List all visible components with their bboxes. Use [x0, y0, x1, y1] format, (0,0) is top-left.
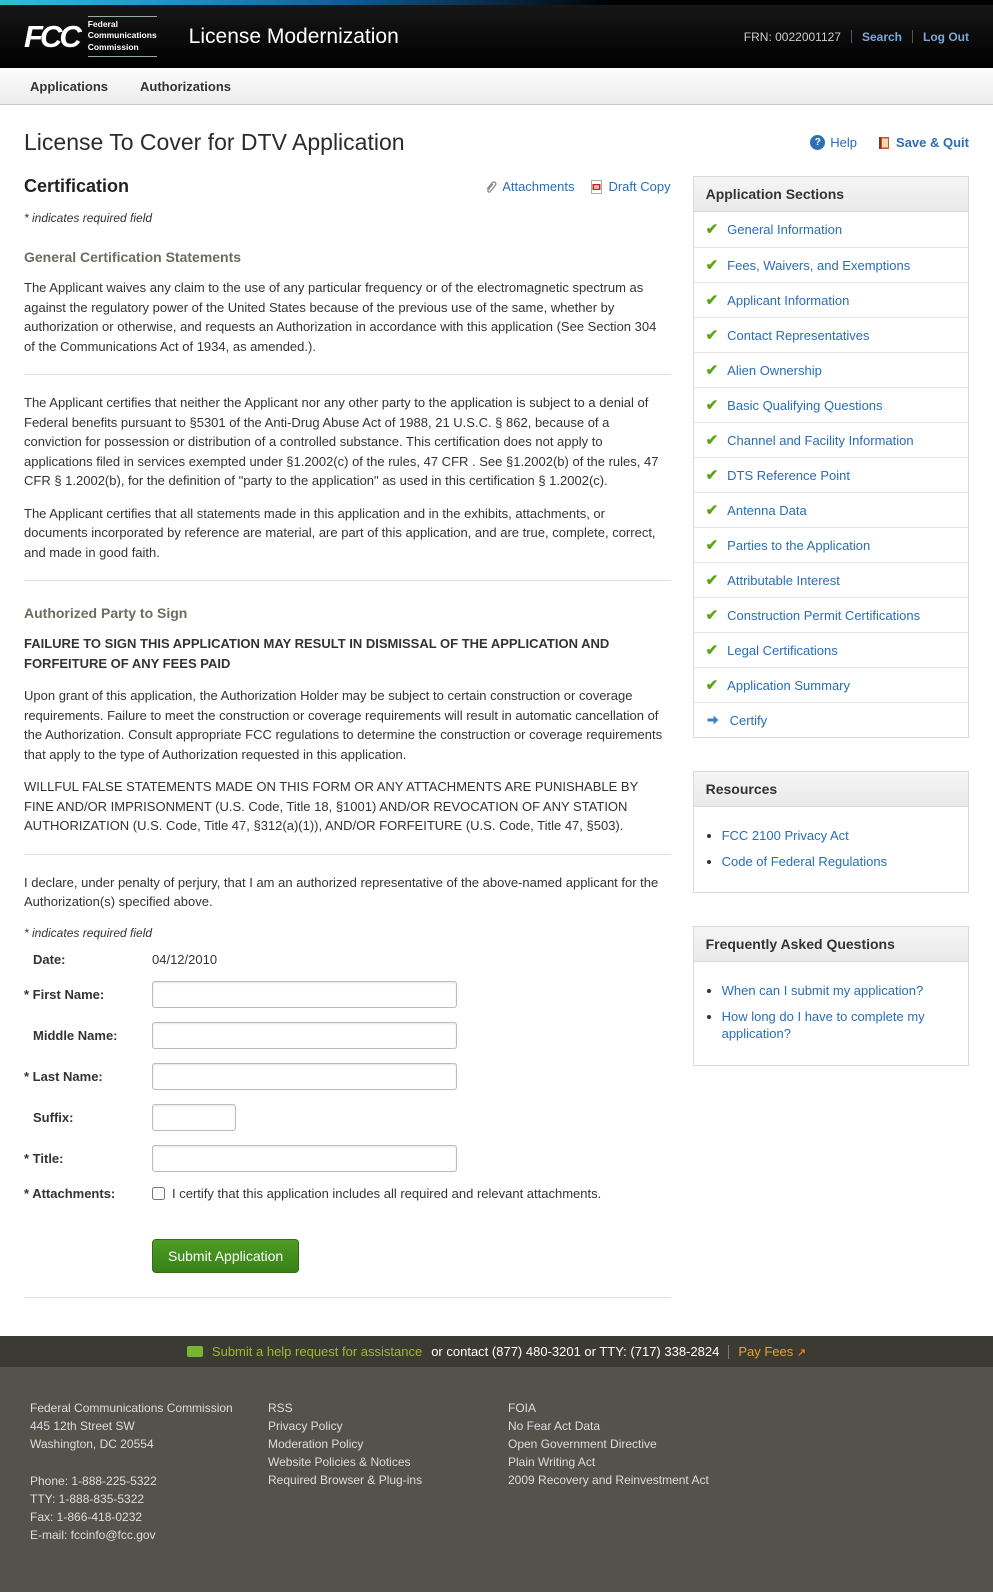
application-sections-box: [693, 176, 969, 738]
check-icon: ✔: [705, 221, 719, 238]
save-quit-link[interactable]: Save & Quit: [877, 135, 969, 150]
certification-paragraph: Upon grant of this application, the Authorization Holder may be subject to certain construction or coverage requirements. Failure to meet the construction or coverage requirements will result in automatic cancellation of the Authorization. Consult appropriate FCC regulations to determine the construction or coverage requirements that apply to the type of Authorization requested in this application.: [24, 688, 663, 762]
last-name-field[interactable]: [152, 1063, 457, 1090]
sidebar-item-alien-ownership[interactable]: ✔ Alien Ownership: [694, 352, 968, 387]
sidebar-item-construction-permit-certifications[interactable]: ✔ Construction Permit Certifications: [694, 597, 968, 632]
general-statements-heading: General Certification Statements: [24, 249, 242, 265]
footer-link-no-fear-act[interactable]: No Fear Act Data: [508, 1419, 601, 1433]
resource-link-privacy-act[interactable]: FCC 2100 Privacy Act: [721, 828, 849, 843]
certification-heading: Certification: [24, 176, 130, 196]
footer-address-line: Federal Communications Commission: [30, 1401, 233, 1415]
divider: [24, 854, 671, 855]
sidebar-item-legal-certifications[interactable]: ✔ Legal Certifications: [694, 632, 968, 667]
paperclip-icon: [484, 180, 497, 194]
sidebar-item-parties-to-application[interactable]: ✔ Parties to the Application: [694, 527, 968, 562]
suffix-label: Suffix:: [33, 1109, 74, 1125]
fcc-logo: [24, 16, 157, 56]
footer-link-rss[interactable]: RSS: [268, 1401, 293, 1415]
divider: [24, 374, 671, 375]
frn-label: FRN: 0022001127: [743, 29, 841, 44]
check-icon: ✔: [705, 676, 719, 694]
footer-link-recovery-act[interactable]: 2009 Recovery and Reinvestment Act: [508, 1473, 709, 1487]
footer-contact-line: Phone: 1-888-225-5322: [30, 1474, 157, 1488]
attachments-checkbox[interactable]: [152, 1187, 165, 1200]
title-field[interactable]: [152, 1145, 457, 1172]
certification-paragraph: The Applicant certifies that neither the Applicant nor any other party to the application is subject to a denial of Federal benefits pursuant to §5301 of the Anti-Drug Abuse Act of 1988, 21 U.S.C. § 862, because of a conviction for possession or distribution of a controlled substance. This certification does not apply to applications filed in services exempted under §1.2002(c) of the rules, 47 CFR . See §1.2002(b) of the rules, 47 CFR § 1.2002(b), for the definition of "party to the application" as used in this certification § 1.2002(c).: [24, 395, 659, 488]
footer-link-plain-writing[interactable]: Plain Writing Act: [508, 1455, 596, 1469]
nav-item-authorizations[interactable]: Authorizations: [140, 79, 232, 94]
first-name-label: * First Name:: [24, 986, 105, 1002]
fcc-logo-acronym: FCC: [24, 18, 79, 54]
last-name-label: * Last Name:: [24, 1068, 103, 1084]
strip-separator: [728, 1345, 729, 1359]
first-name-field[interactable]: [152, 981, 457, 1008]
footer-contact-line: TTY: 1-888-835-5322: [30, 1492, 145, 1506]
sidebar-item-basic-qualifying-questions[interactable]: ✔ Basic Qualifying Questions: [694, 387, 968, 422]
footer-address-column: [30, 1399, 268, 1544]
application-sections-title: Application Sections: [694, 177, 968, 212]
date-label: Date:: [33, 951, 66, 967]
footer-address-line: 445 12th Street SW: [30, 1419, 135, 1433]
attachments-link[interactable]: Attachments: [484, 179, 574, 194]
submit-application-button[interactable]: Submit Application: [152, 1239, 299, 1273]
search-link[interactable]: Search: [861, 29, 903, 44]
certification-paragraph: WILLFUL FALSE STATEMENTS MADE ON THIS FORM OR ANY ATTACHMENTS ARE PUNISHABLE BY FINE AND/OR IMPRISONMENT (U.S. Code, Title 18, §1001) AND/OR REVOCATION OF ANY STATION AUTHORIZATION (U.S. Code, Title 47, §312(a)(1)), AND/OR FORFEITURE (U.S. Code, Title 47, §503).: [24, 779, 639, 833]
sidebar-item-fees-waivers-exemptions[interactable]: ✔ Fees, Waivers, and Exemptions: [694, 247, 968, 282]
middle-name-label: Middle Name:: [33, 1027, 118, 1043]
nav-item-applications[interactable]: Applications: [30, 79, 109, 94]
divider: [24, 580, 671, 581]
declaration-paragraph: I declare, under penalty of perjury, that I am an authorized representative of the above-named applicant for the Authorization(s) specified above.: [24, 874, 659, 909]
footer-link-open-government[interactable]: Open Government Directive: [508, 1437, 657, 1451]
attachments-checkbox-text: I certify that this application includes all required and relevant attachments.: [172, 1185, 602, 1201]
resource-link-cfr[interactable]: Code of Federal Regulations: [721, 853, 888, 869]
divider: [24, 1297, 671, 1298]
resources-title: Resources: [694, 772, 968, 807]
sidebar-item-general-information[interactable]: ✔ General Information: [705, 221, 843, 238]
required-field-note: * indicates required field: [24, 211, 153, 225]
fcc-logo-text: Federal Communications Commission: [88, 16, 157, 56]
app-title: License Modernization: [188, 24, 399, 48]
header-separator: [851, 30, 852, 43]
sidebar-item-channel-facility-information[interactable]: ✔ Channel and Facility Information: [694, 422, 968, 457]
logout-link[interactable]: Log Out: [923, 29, 969, 44]
certification-panel: [24, 176, 671, 1316]
attachments-label: * Attachments:: [24, 1185, 116, 1201]
site-footer: [0, 1367, 993, 1592]
check-icon: ✔: [705, 571, 719, 589]
check-icon: ✔: [705, 501, 719, 519]
sidebar-item-application-summary[interactable]: ✔ Application Summary: [694, 667, 968, 702]
footer-link-privacy-policy[interactable]: Privacy Policy: [268, 1419, 343, 1433]
failure-warning: FAILURE TO SIGN THIS APPLICATION MAY RESULT IN DISMISSAL OF THE APPLICATION AND FORFEITURE OF ANY FEES PAID: [24, 636, 610, 671]
sidebar-item-attributable-interest[interactable]: ✔ Attributable Interest: [694, 562, 968, 597]
certification-form: [24, 952, 671, 1279]
suffix-field[interactable]: [152, 1104, 236, 1131]
sidebar: [693, 176, 969, 1099]
middle-name-field[interactable]: [152, 1022, 457, 1049]
draft-copy-link[interactable]: Draft Copy: [590, 179, 670, 194]
chat-bubble-icon: [187, 1346, 203, 1357]
help-icon: ?: [810, 135, 825, 150]
check-icon: ✔: [705, 466, 719, 484]
sidebar-item-dts-reference-point[interactable]: ✔ DTS Reference Point: [694, 457, 968, 492]
list-item: [722, 853, 956, 871]
resources-box: [693, 771, 969, 893]
pdf-icon: [590, 180, 603, 194]
help-strip: [0, 1336, 993, 1367]
check-icon: ✔: [705, 641, 719, 659]
footer-contact-line: Fax: 1-866-418-0232: [30, 1510, 143, 1524]
external-link-icon: ↗: [796, 1347, 807, 1359]
footer-link-foia[interactable]: FOIA: [508, 1401, 537, 1415]
footer-link-required-browser[interactable]: Required Browser & Plug-ins: [268, 1473, 423, 1487]
page-title-bar: [0, 105, 993, 176]
check-icon: ✔: [705, 291, 719, 309]
list-item: [722, 827, 956, 845]
main-nav: [0, 68, 993, 105]
faq-link-how-long[interactable]: How long do I have to complete my application?: [721, 1008, 925, 1042]
footer-link-website-policies[interactable]: Website Policies & Notices: [268, 1455, 411, 1469]
faq-link-when-submit[interactable]: When can I submit my application?: [721, 983, 924, 999]
top-header: [0, 0, 993, 68]
check-icon: ✔: [705, 396, 719, 414]
help-strip-contact-text: or contact (877) 480-3201 or TTY: (717) 338-2824: [431, 1344, 720, 1359]
authorized-party-heading: Authorized Party to Sign: [24, 605, 188, 621]
footer-contact-line: E-mail: fccinfo@fcc.gov: [30, 1528, 156, 1542]
check-icon: ✔: [705, 431, 719, 449]
save-quit-icon: [877, 136, 891, 150]
faq-box: [693, 926, 969, 1066]
required-field-note: * indicates required field: [24, 925, 153, 940]
certification-paragraph: The Applicant waives any claim to the use of any particular frequency or of the electromagnetic spectrum as against the regulatory power of the United States because of the previous use of the same, whether by authorization or otherwise, and requests an Authorization in accordance with this application (See Section 304 of the Communications Act of 1934, as amended.).: [24, 280, 657, 354]
check-icon: ✔: [705, 256, 719, 274]
footer-address-line: Washington, DC 20554: [30, 1437, 154, 1451]
check-icon: ✔: [705, 606, 719, 624]
footer-policies-column: [268, 1399, 508, 1544]
sidebar-item-contact-representatives[interactable]: ✔ Contact Representatives: [694, 317, 968, 352]
help-request-link[interactable]: Submit a help request for assistance: [211, 1344, 423, 1359]
current-step-arrow-icon: [706, 714, 721, 726]
certification-paragraph: The Applicant certifies that all statements made in this application and in the exhibits, attachments, or documents incorporated by reference are material, are part of this application, and are true, complete, correct, and made in good faith.: [24, 505, 656, 560]
sidebar-item-antenna-data[interactable]: ✔ Antenna Data: [694, 492, 968, 527]
check-icon: ✔: [705, 536, 719, 554]
page-title: License To Cover for DTV Application: [24, 129, 405, 155]
sidebar-item-applicant-information[interactable]: ✔ Applicant Information: [694, 282, 968, 317]
list-item: [722, 1008, 956, 1043]
footer-government-column: [508, 1399, 828, 1544]
date-value: 04/12/2010: [152, 951, 218, 967]
sidebar-item-certify[interactable]: Certify: [694, 702, 968, 737]
list-item: [722, 982, 956, 1000]
pay-fees-link[interactable]: Pay Fees ↗: [738, 1344, 807, 1359]
check-icon: ✔: [705, 361, 719, 379]
help-link[interactable]: ? Help: [810, 135, 857, 150]
check-icon: ✔: [705, 326, 719, 344]
header-separator: [912, 30, 913, 43]
footer-link-moderation-policy[interactable]: Moderation Policy: [268, 1437, 364, 1451]
faq-title: Frequently Asked Questions: [694, 927, 968, 962]
title-label: * Title:: [24, 1150, 64, 1166]
